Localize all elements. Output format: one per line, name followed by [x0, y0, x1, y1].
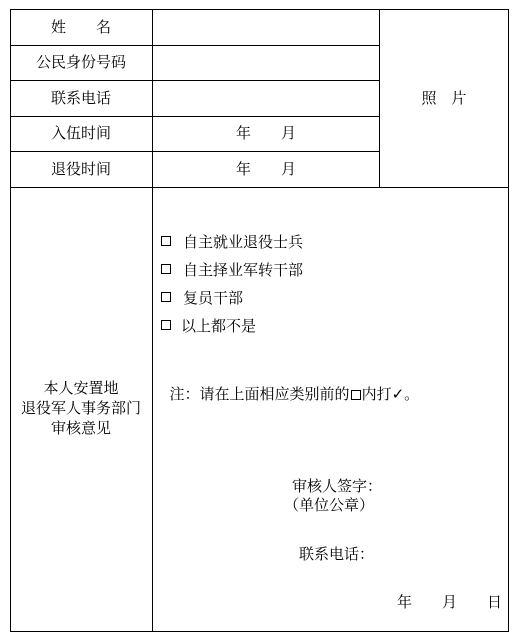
table-border-bottom — [10, 631, 509, 632]
row-divider-4 — [10, 151, 380, 152]
review-label-line-3: 审核意见 — [50, 419, 111, 437]
table-border-right — [508, 9, 509, 632]
option-label-4: 以上都不是 — [181, 317, 257, 335]
option-checkbox-4[interactable] — [161, 320, 171, 330]
row-divider-3 — [10, 116, 380, 117]
name-label: 姓 名 — [50, 18, 112, 36]
reviewer-signature-field[interactable] — [385, 473, 495, 497]
unit-seal-label: （单位公章） — [284, 496, 375, 514]
review-label-line-1: 本人安置地 — [43, 379, 119, 397]
review-label — [10, 378, 152, 438]
note-box-icon — [351, 390, 361, 400]
enlist-time-label: 入伍时间 — [50, 124, 112, 142]
option-checkbox-2[interactable] — [161, 264, 171, 274]
enlist-year-month: 年 月 — [235, 124, 297, 142]
note-suffix: 内打✓。 — [361, 385, 420, 403]
phone-field[interactable] — [153, 81, 379, 116]
contact-phone-field[interactable] — [375, 541, 495, 565]
review-label-line-2: 退役军人事务部门 — [20, 399, 141, 417]
photo-column-divider — [379, 9, 380, 188]
id-number-field[interactable] — [153, 46, 379, 80]
phone-label: 联系电话 — [50, 89, 112, 107]
option-checkbox-1[interactable] — [161, 236, 171, 246]
reviewer-signature-label: 审核人签字： — [292, 477, 383, 495]
table-border-left — [10, 9, 11, 632]
option-label-1: 自主就业退役士兵 — [183, 233, 304, 251]
row-divider-5 — [10, 187, 509, 188]
instruction-note — [160, 367, 419, 403]
note-prefix: 注：请在上面相应类别前的 — [169, 385, 350, 403]
option-label-3: 复员干部 — [183, 289, 244, 307]
photo-label: 照 片 — [421, 89, 467, 107]
contact-phone-label: 联系电话： — [299, 545, 375, 563]
option-label-2: 自主择业军转干部 — [183, 261, 304, 279]
option-checkbox-3[interactable] — [161, 292, 171, 302]
discharge-year-month: 年 月 — [235, 160, 297, 178]
discharge-time-label: 退役时间 — [50, 160, 112, 178]
review-date: 年 月 日 — [397, 593, 503, 611]
name-field[interactable] — [153, 10, 379, 45]
id-number-label: 公民身份号码 — [35, 53, 127, 71]
